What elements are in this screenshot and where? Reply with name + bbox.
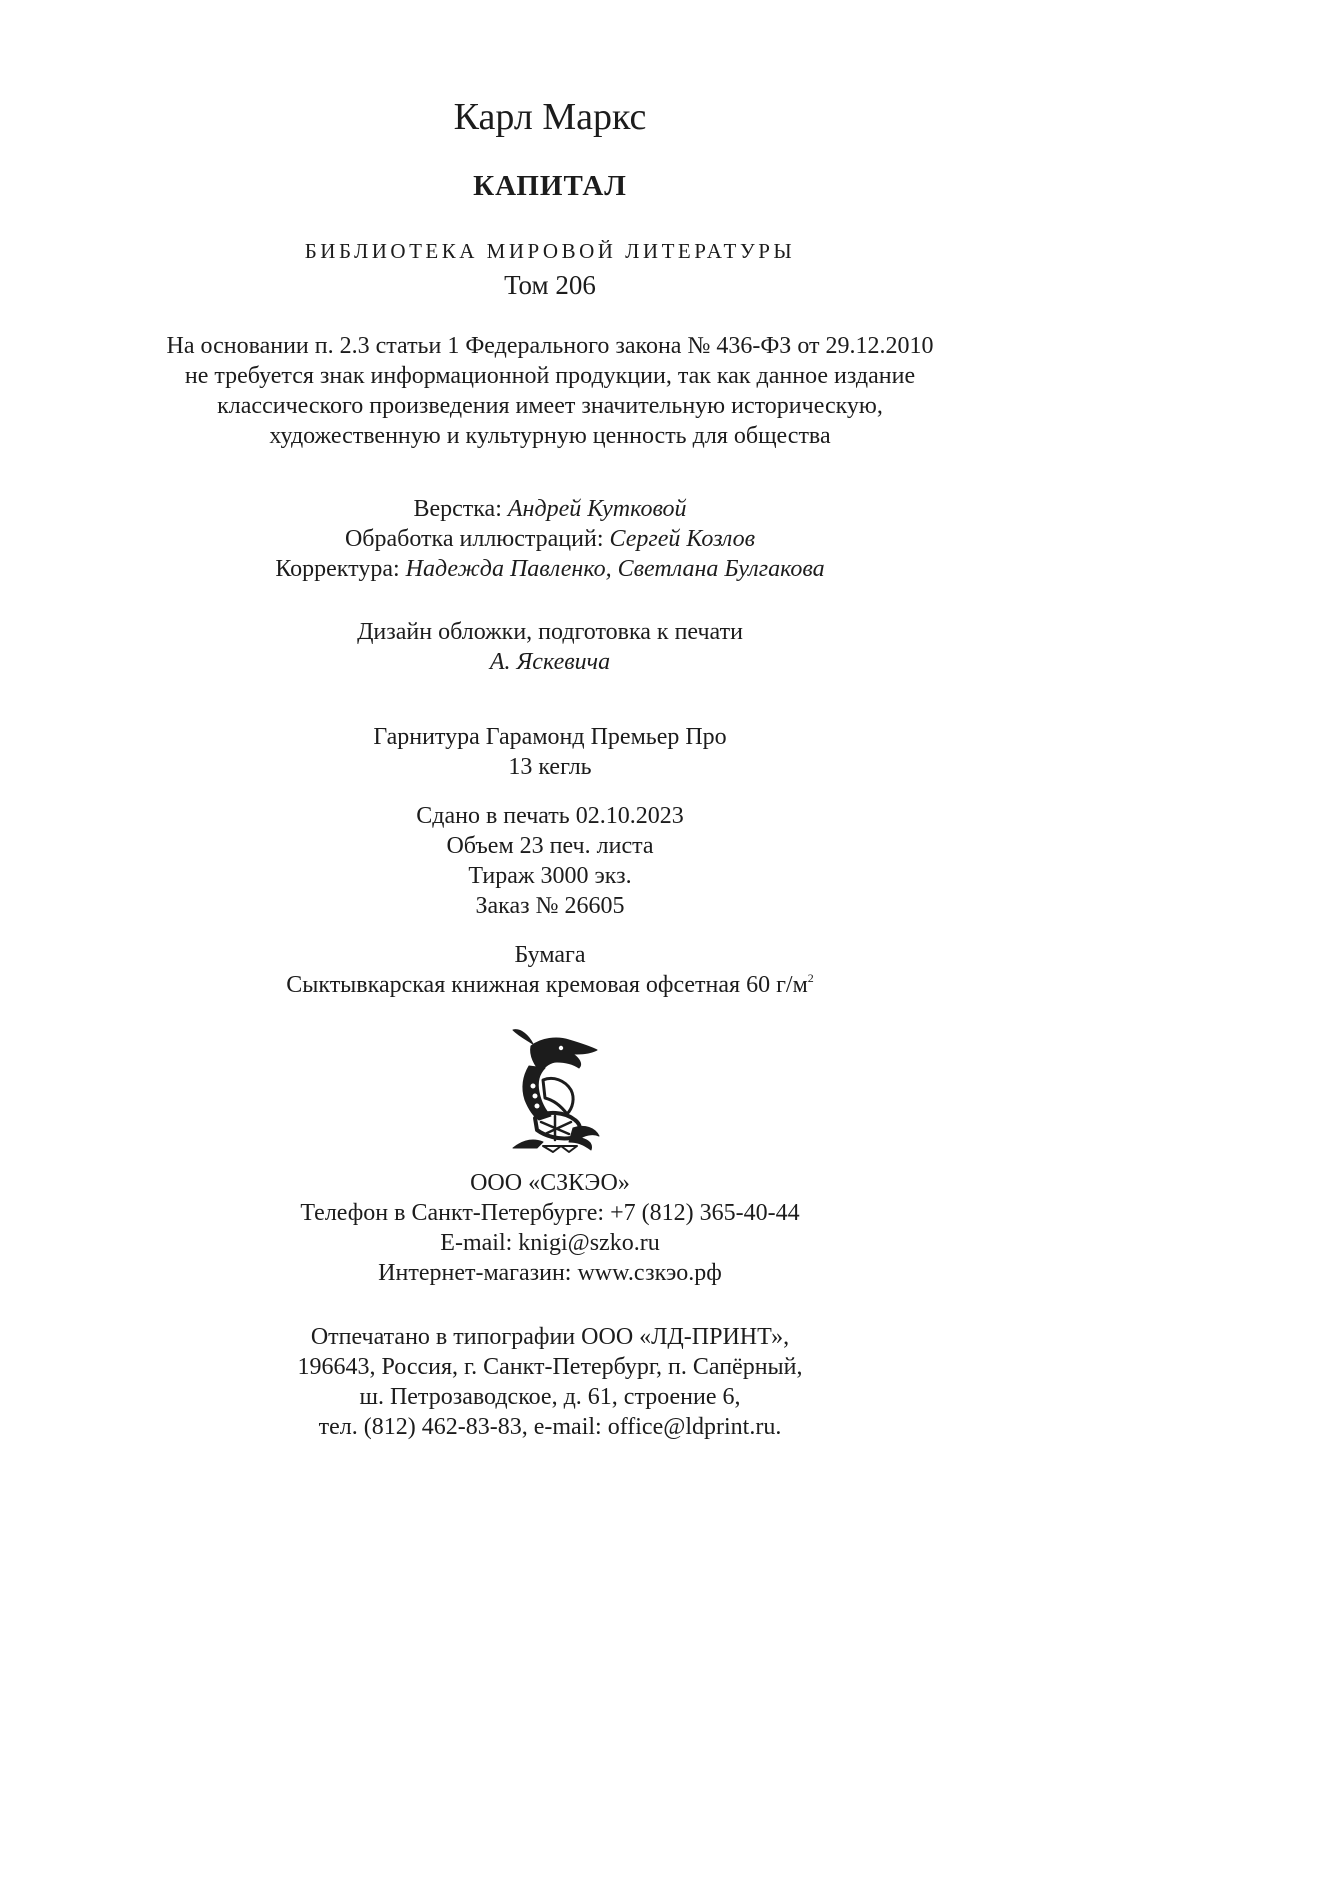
- design-label: Дизайн обложки, подготовка к печати: [357, 619, 743, 645]
- credit-name: Сергей Козлов: [609, 526, 756, 552]
- credit-label: Верстка:: [413, 496, 508, 522]
- credit-name: Андрей Кутковой: [507, 496, 687, 522]
- publisher-info: [0, 1168, 1100, 1288]
- credit-label: Обработка иллюстраций:: [344, 526, 610, 552]
- publisher-phone: Телефон в Санкт-Петербурге: +7 (812) 365-40-44: [300, 1200, 800, 1226]
- credit-illustrations: [0, 524, 1100, 554]
- paper-info: [0, 940, 1100, 1000]
- printer-info: [0, 1322, 1100, 1442]
- credit-proofreading: [0, 554, 1100, 584]
- print-info-line: Объем 23 печ. листа: [446, 833, 654, 859]
- print-info-line: Тираж 3000 экз.: [468, 863, 632, 889]
- printer-line: 196643, Россия, г. Санкт-Петербург, п. Сапёрный,: [297, 1354, 803, 1380]
- law-notice-line: На основании п. 2.3 статьи 1 Федерального закона № 436-ФЗ от 29.12.2010: [166, 333, 934, 359]
- typeface-font: Гарнитура Гарамонд Премьер Про: [373, 724, 727, 750]
- author-name: Карл Маркс: [453, 96, 647, 138]
- law-notice: [0, 331, 1100, 451]
- print-info-line: Заказ № 26605: [475, 893, 625, 919]
- typeface-info: [0, 722, 1100, 782]
- law-notice-line: классического произведения имеет значительную историческую,: [217, 393, 883, 419]
- typeface-size: 13 кегль: [508, 754, 592, 780]
- paper-unit-superscript: 2: [807, 971, 814, 985]
- dragon-emblem-icon: [499, 1024, 609, 1154]
- paper-description: [0, 970, 1100, 1000]
- printer-line: ш. Петрозаводское, д. 61, строение 6,: [359, 1384, 741, 1410]
- credits: [0, 494, 1100, 584]
- volume-number: Том 206: [504, 270, 596, 300]
- book-title: КАПИТАЛ: [473, 170, 627, 202]
- law-notice-line: художественную и культурную ценность для общества: [269, 423, 831, 449]
- credit-label: Корректура:: [275, 556, 406, 582]
- publisher-shop: Интернет-магазин: www.сзкэо.рф: [378, 1260, 722, 1286]
- series-name: БИБЛИОТЕКА МИРОВОЙ ЛИТЕРАТУРЫ: [304, 239, 796, 263]
- printer-line: тел. (812) 462-83-83, e-mail: office@ldprint.ru.: [318, 1414, 782, 1440]
- cover-design-credit: [0, 617, 1100, 677]
- publisher-email: E-mail: knigi@szko.ru: [440, 1230, 660, 1256]
- printer-line: Отпечатано в типографии ООО «ЛД-ПРИНТ»,: [310, 1324, 790, 1350]
- credit-layout: [0, 494, 1100, 524]
- print-info: [0, 801, 1100, 921]
- print-info-line: Сдано в печать 02.10.2023: [416, 803, 684, 829]
- design-name: А. Яскевича: [489, 649, 611, 675]
- paper-description-text: Сыктывкарская книжная кремовая офсетная 60 г/м: [286, 972, 808, 998]
- publisher-name: ООО «СЗКЭО»: [470, 1170, 630, 1196]
- paper-label: Бумага: [514, 942, 586, 968]
- credit-name: Надежда Павленко, Светлана Булгакова: [405, 556, 825, 582]
- law-notice-line: не требуется знак информационной продукции, так как данное издание: [184, 363, 916, 389]
